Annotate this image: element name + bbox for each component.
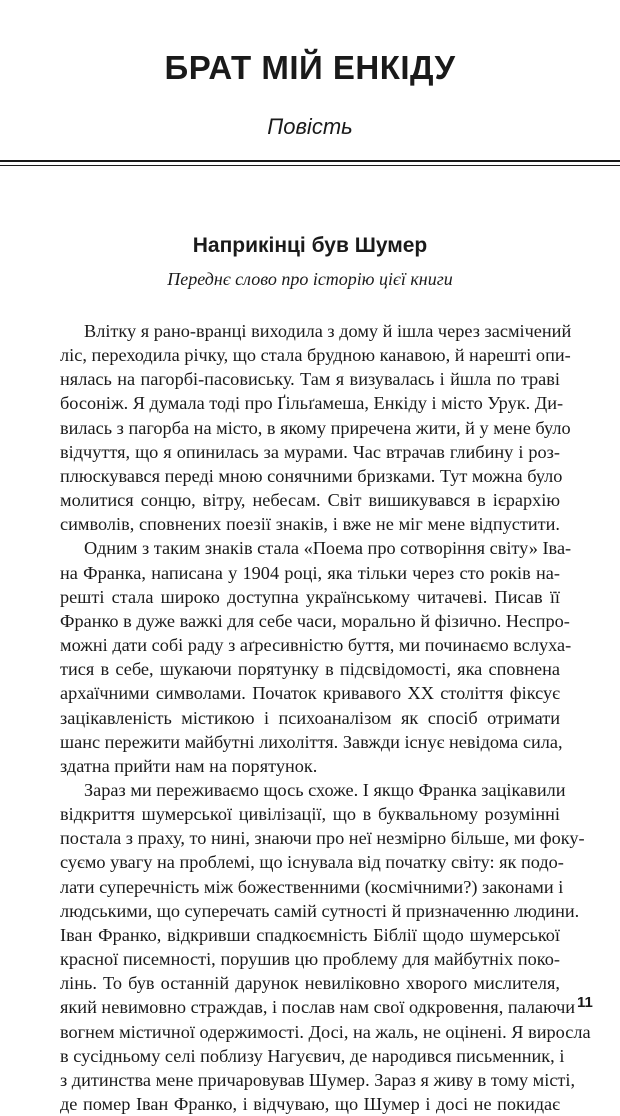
text-line: красної писемності, порушив цю проблему для майбутніх поко- [60, 949, 560, 970]
text-line: можні дати собі раду з аґресивністю буття, ми починаємо вслуха- [60, 635, 572, 656]
text-line: плюскувався переді мною сонячними бризками. Тут можна було [60, 465, 563, 486]
text-line: решті стала широко доступна українському читачеві. Писав її [60, 586, 560, 607]
text-line: шанс пережити майбутні лихоліття. Завжди існує невідома сила, [60, 731, 563, 752]
header-rule-thick [0, 160, 620, 162]
text-line: який невимовно страждав, і послав нам свої одкровення, палаючи [60, 997, 576, 1018]
text-line: зацікавленість містикою і психоаналізом як спосіб отримати [60, 707, 560, 728]
header-rule-thin [0, 165, 620, 166]
text-line: нялась на пагорбі-пасовиську. Там я визувалась і йшла по траві [60, 369, 560, 390]
page-number: 11 [577, 994, 593, 1011]
text-line: в сусідньому селі поблизу Нагуєвич, де народився письменник, і [60, 1045, 565, 1066]
book-title: БРАТ МІЙ ЕНКІДУ [164, 49, 456, 86]
section-title: Наприкінці був Шумер [192, 234, 428, 257]
text-line: лати суперечність між божественними (космічними?) законами і [60, 876, 564, 897]
text-line: лінь. То був останній дарунок невиліковно хворого мислителя, [60, 973, 560, 994]
book-genre: Повість [267, 114, 353, 139]
text-line: Франко в дуже важкі для себе часи, морально й фізично. Неспро- [60, 610, 570, 631]
text-line: людськими, що суперечать самій сутності й призначенню людини. [60, 900, 580, 921]
text-line: Зараз ми переживаємо щось схоже. І якщо Франка зацікавили [84, 779, 566, 800]
text-line: на Франка, написана у 1904 році, яка тільки через сто років на- [60, 562, 560, 583]
text-line: босоніж. Я думала тоді про Ґільґамеша, Енкіду і місто Урук. Ди- [60, 393, 564, 414]
text-line: здатна прийти нам на порятунок. [60, 755, 318, 776]
text-line: вогнем містичної одержимості. Досі, на жаль, не оцінені. Я виросла [60, 1021, 591, 1042]
text-line: Влітку я рано-вранці виходила з дому й ішла через засмічений [84, 321, 572, 341]
text-line: вилась з пагорба на місто, в якому приречена жити, й у мене було [60, 417, 571, 438]
text-line: відчуття, що я опинилась за мурами. Час втрачав глибину і роз- [60, 441, 560, 462]
text-line: Одним з таким знаків стала «Поема про сотворіння світу» Іва- [84, 538, 572, 559]
text-line: з дитинства мене причаровував Шумер. Зараз я живу в тому місті, [60, 1069, 576, 1090]
section-subtitle: Переднє слово про історію цієї книги [167, 269, 453, 289]
text-line: суємо увагу на проблемі, що існувала від початку світу: як подо- [60, 852, 564, 873]
text-line: архаїчними символами. Початок кривавого ХХ століття фіксує [60, 683, 560, 704]
text-line: молитися сонцю, вітру, небесам. Світ вишикувався в ієрархію [60, 490, 560, 511]
text-line: Іван Франко, відкривши спадкоємність Біблії щодо шумерської [60, 924, 560, 945]
text-line: символів, сповнених поезії знаків, і вже не міг мене відпустити. [60, 514, 560, 535]
text-line: тися в себе, шукаючи порятунку в підсвідомості, яка сповнена [60, 659, 560, 680]
text-line: де помер Іван Франко, і відчуваю, що Шумер і досі не покидає [60, 1094, 560, 1114]
text-line: відкриття шумерської цивілізації, що в буквальному розумінні [60, 804, 560, 825]
text-line: ліс, переходила річку, що стала брудною канавою, й нарешті опи- [60, 345, 571, 366]
text-line: постала з праху, то нині, знаючи про неї незмірно більше, ми фоку- [60, 828, 585, 849]
